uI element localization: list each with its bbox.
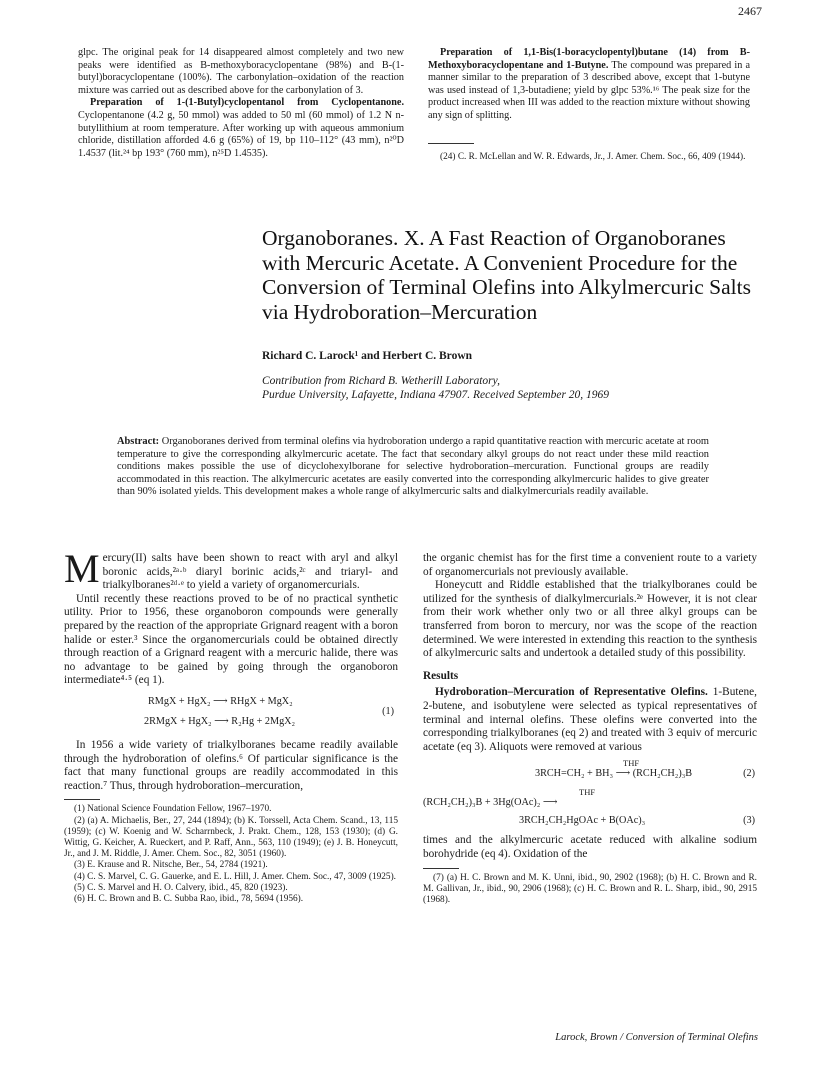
equation-number: (2): [743, 768, 755, 780]
affiliation-line: Contribution from Richard B. Wetherill Laboratory,: [262, 375, 500, 387]
footnote: (4) C. S. Marvel, C. G. Gauerke, and E. L. Hill, J. Amer. Chem. Soc., 47, 3009 (1925).: [74, 871, 396, 882]
equation-line: (RCH₂CH₂)₃B + 3Hg(OAc)₂ ⟶: [423, 797, 558, 809]
paragraph-text: The compound was prepared in a manner similar to the preparation of 3 described above, except that 1-butyne was used instead of 1,3-butadiene; yield by glpc 53%.¹⁶ The peak size for the product increased when III was added to the reaction mixture without showing any sign of splitting.: [428, 59, 750, 121]
paragraph-heading: Hydroboration–Mercuration of Representative Olefins.: [435, 686, 708, 699]
authors: Richard C. Larock¹ and Herbert C. Brown: [262, 350, 473, 362]
footnote: (5) C. S. Marvel and H. O. Calvery, ibid., 45, 820 (1923).: [74, 882, 288, 893]
paragraph-text: 1-Butene, 2-butene, and isobutylene were selected as typical representatives of terminal and internal olefins. These olefins were converted into the corresponding trialkylboranes (eq 2) and treated with 3 equiv of mercuric acetate (eq 3). Aliquots were removed at various: [423, 686, 758, 753]
paragraph: Honeycutt and Riddle established that the trialkylboranes could be utilized for the synthesis of dialkylmercurials.²ᵉ However, it is not clear from their work whether only two or all three alkyl groups can be transferred from boron to mercury, nor was the scope of the reaction determined. We were interested in extending this reaction to the synthesis of alkylmercuric salts and undertook a detailed study of this possibility.: [423, 579, 757, 660]
equation-line: 3RCH₂CH₂HgOAc + B(OAc)₃: [519, 815, 646, 827]
footnote-separator: [423, 868, 459, 869]
drop-cap: M: [64, 546, 100, 591]
paragraph-text: ercury(II) salts have been shown to react with aryl and alkyl boronic acids,²ᵃ·ᵇ diaryl borinic acids,²ᶜ and triaryl- and trialkylboranes²ᵈ·ᵉ to yield a variety of organomercurials.: [102, 552, 398, 592]
footnote: (2) (a) A. Michaelis, Ber., 27, 244 (1894); (b) K. Torssell, Acta Chem. Scand., 13, 115 (1959); (c) W. Koenig and W. Scharrnbeck, J. Prakt. Chem., 128, 153 (1930); (d) G. Wittig, G. Keicher, A. Rueckert, and P. Raff, Ann., 563, 110 (1949); (e) J. B. Honeycutt, Jr., and J. M. Riddle, J. Amer. Chem. Soc., 82, 3051 (1960).: [64, 815, 398, 860]
intro-paragraph: [64, 546, 398, 593]
abstract: [117, 436, 709, 499]
section-heading-results: Results: [423, 669, 459, 682]
abstract-text: Organoboranes derived from terminal olefins via hydroboration undergo a rapid quantitative reaction with mercuric acetate at room temperature to give the corresponding alkylmercuric acetate. The fact that secondary alkyl groups do not react under these mild reaction conditions makes possible the use of dicyclohexylborane for selective hydroboration–mercuration. Functional groups are readily accommodated in this reaction. The alkylmercuric acetates are easily converted into the corresponding alkylmercuric halides to give greater than 90% isolated yields. This development makes a whole range of alkylmercuric salts and dialkylmercurials readily available.: [117, 436, 709, 498]
paragraph-heading: Preparation of 1,1-Bis(1-boracyclopentyl)butane (14) from B-Methoxyboracyclopentane and 1-Butyne.: [428, 47, 750, 71]
affiliation-line: Purdue University, Lafayette, Indiana 47907. Received September 20, 1969: [262, 389, 610, 401]
equation-number: (3): [743, 815, 755, 827]
paragraph: times and the alkylmercuric acetate reduced with alkaline sodium borohydride (eq 4). Oxidation of the: [423, 834, 757, 860]
body-right-column: [423, 552, 757, 906]
abstract-label: Abstract:: [117, 436, 160, 447]
paragraph: In 1956 a wide variety of trialkylboranes became readily available through the hydroboration of olefins.⁶ Of particular significance is the fact that many functional groups are readily accommodated in this reaction.⁷ Thus, through hydroboration–mercuration,: [64, 738, 398, 792]
footnote: (7) (a) H. C. Brown and M. K. Unni, ibid., 90, 2902 (1968); (b) H. C. Brown and R. M. Gallivan, Jr., ibid., 90, 2906 (1968); (c) H. C. Brown and R. L. Sharp, ibid., 90, 2915 (1968).: [423, 872, 757, 905]
equation-line: 3RCH=CH₂ + BH₃ ⟶ (RCH₂CH₂)₃B: [535, 768, 693, 780]
reaction-condition: THF: [623, 758, 640, 769]
paragraph: glpc. The original peak for 14 disappeared almost completely and two new peaks were identified as B-methoxyboracyclopentane (98%) and B-(1-butyl)boracyclopentane (100%). The carbonylation–oxidation of the reaction mixture was carried out as described above for the carbonylation of 3.: [78, 47, 404, 96]
affiliation: [262, 374, 609, 402]
running-footer: Larock, Brown / Conversion of Terminal Olefins: [555, 1032, 758, 1043]
paragraph: [78, 97, 404, 160]
footnote-separator: [64, 799, 100, 800]
equation-1: [64, 693, 398, 733]
equation-line: RMgX + HgX₂ ⟶ RHgX + MgX₂: [148, 695, 293, 707]
body-left-column: [64, 546, 398, 905]
footnotes: [64, 804, 398, 905]
equation-line: 2RMgX + HgX₂ ⟶ R₂Hg + 2MgX₂: [144, 715, 296, 727]
paragraph-heading: Preparation of 1-(1-Butyl)cyclopentanol from Cyclopentanone.: [90, 97, 404, 109]
paragraph: [423, 686, 757, 754]
experimental-right-column: [428, 47, 750, 163]
paragraph: the organic chemist has for the first time a convenient route to a variety of organomercurials not previously available.: [423, 552, 757, 578]
reaction-condition: THF: [579, 787, 596, 798]
footnote: (3) E. Krause and R. Nitsche, Ber., 54, 2784 (1921).: [74, 860, 268, 871]
article-title: Organoboranes. X. A Fast Reaction of Organoboranes with Mercuric Acetate. A Convenient Procedure for the Conversion of Terminal Olefins into Alkylmercuric Salts via Hydroboration–Mercuration: [262, 226, 751, 324]
page-number: 2467: [738, 4, 762, 18]
paragraph: Until recently these reactions proved to be of no practical synthetic utility. Prior to 1956, these organoboron compounds were generally prepared by the reaction of the appropriate Grignard reagent with a boron halide or ester.³ Since the organomercurials could be obtained directly through reaction of a Grignard reagent with a mercuric halide, there was no advantage to be gained by going through the organoboron intermediate⁴·⁵ (eq 1).: [64, 592, 398, 687]
equation-number: (1): [382, 705, 394, 717]
footnote: (1) National Science Foundation Fellow, 1967–1970.: [74, 804, 272, 815]
footnote-separator: [428, 143, 474, 144]
paragraph-text: Cyclopentanone (4.2 g, 50 mmol) was added to 50 ml (60 mmol) of 1.2 N n-butyllithium at room temperature. After working up with aqueous ammonium chloride, distillation afforded 4.6 g (65%) of 19, bp 110–112° (43 mm), n²⁰D 1.4537 (lit.²⁴ bp 193° (760 mm), n²⁵D 1.4535).: [78, 109, 404, 159]
equations-2-3: [423, 757, 757, 831]
footnote: (6) H. C. Brown and B. C. Subba Rao, ibid., 78, 5694 (1956).: [74, 893, 304, 904]
experimental-left-column: [78, 47, 404, 160]
reference-24: (24) C. R. McLellan and W. R. Edwards, Jr., J. Amer. Chem. Soc., 66, 409 (1944).: [440, 151, 746, 162]
paragraph: [428, 47, 750, 123]
